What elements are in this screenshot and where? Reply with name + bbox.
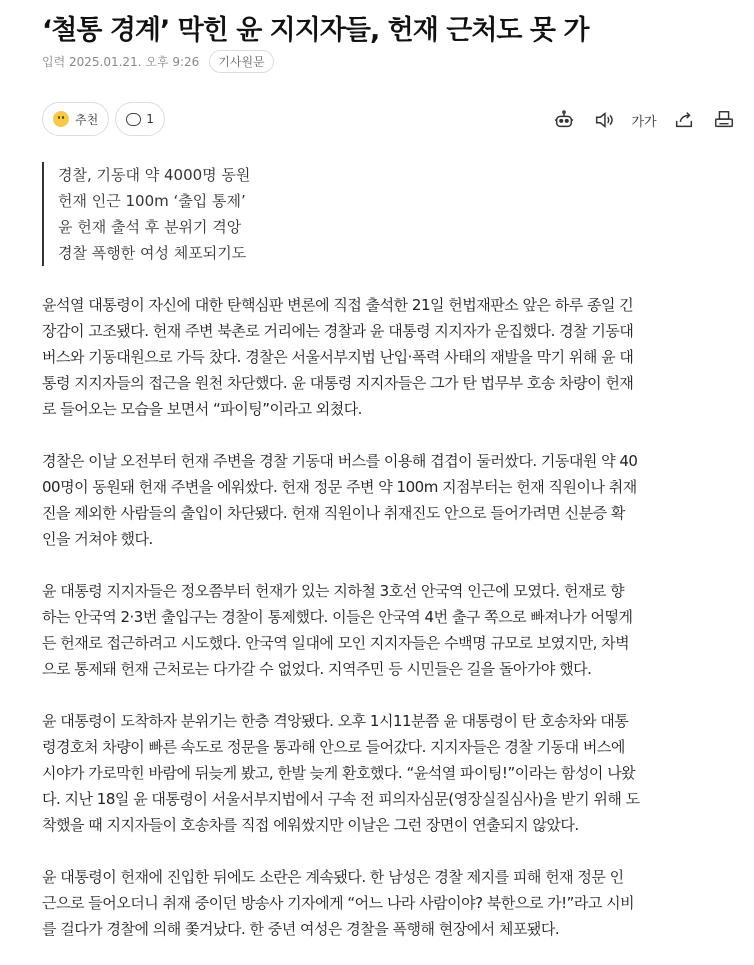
paragraph: [42, 448, 746, 552]
paragraph-line: 통령 지지자들의 접근을 원천 차단했다. 윤 대통령 지지자들은 그가 탄 법무부 호송 차량이 헌재: [42, 374, 634, 392]
paragraph-line: 든 헌재로 접근하려고 시도했다. 안국역 일대에 모인 지지자들은 수백명 규모로 보였지만, 차벽: [42, 634, 630, 652]
paragraph-line: 를 걸다가 경찰에 의해 쫓겨났다. 한 중년 여성은 경찰을 폭행해 현장에서 체포됐다.: [42, 920, 560, 938]
paragraph-line: 00명이 동원돼 헌재 주변을 에워쌌다. 헌재 정문 주변 약 100m 지점부터는 헌재 직원이나 취재: [42, 478, 637, 496]
paragraph-line: 경찰은 이날 오전부터 헌재 주변을 경찰 기동대 버스를 이용해 겹겹이 둘러쌌다. 기동대원 약 40: [42, 452, 638, 470]
article-toolbar: [544, 106, 744, 134]
font-size-label: 가가: [631, 114, 657, 130]
speaker-icon[interactable]: [584, 106, 624, 134]
article-summary: [42, 162, 250, 266]
paragraph-line: 버스와 기동대원으로 가득 찼다. 경찰은 서울서부지법 난입·폭력 사태의 재발을 막기 위해 윤 대: [42, 348, 634, 366]
print-icon[interactable]: [704, 106, 744, 134]
paragraph-line: 인을 거쳐야 했다.: [42, 530, 153, 548]
paragraph-line: 다. 지난 18일 윤 대통령이 서울서부지법에서 구속 전 피의자심문(영장실질심사)을 받기 위해 도: [42, 790, 640, 808]
smile-icon: [53, 111, 69, 127]
summary-line: 경찰 폭행한 여성 체포되기도: [58, 244, 247, 262]
paragraph-line: 장감이 고조됐다. 헌재 주변 북촌로 거리에는 경찰과 윤 대통령 지지자가 운집했다. 경찰 기동대: [42, 322, 634, 340]
paragraph: [42, 708, 746, 838]
paragraph-line: 진을 제외한 사람들의 출입이 차단됐다. 헌재 직원이나 취재진도 안으로 들어가려면 신분증 확: [42, 504, 625, 522]
article-title: ‘철통 경계’ 막힌 윤 지지자들, 헌재 근처도 못 가: [42, 15, 589, 46]
paragraph: [42, 292, 746, 422]
paragraph-line: 하는 안국역 2·3번 출입구는 경찰이 통제했다. 이들은 안국역 4번 출구 쪽으로 빠져나가 어떻게: [42, 608, 633, 626]
paragraph: [42, 578, 746, 682]
article-meta: [42, 50, 274, 73]
paragraph-line: 윤 대통령이 도착하자 분위기는 한층 격앙됐다. 오후 1시11분쯤 윤 대통령이 탄 호송차와 대통: [42, 712, 629, 730]
font-size-icon[interactable]: [624, 106, 664, 134]
paragraph-line: 령경호처 차량이 빠른 속도로 정문을 통과해 안으로 들어갔다. 지지자들은 경찰 기동대 버스에: [42, 738, 625, 756]
robot-summary-icon[interactable]: [544, 106, 584, 134]
summary-line: 헌재 인근 100m ‘출입 통제’: [58, 192, 246, 210]
paragraph-line: 근으로 들어오더니 취재 중이던 방송사 기자에게 “어느 나라 사람이야? 북한으로 가!”라고 시비: [42, 894, 635, 912]
article-body: [42, 292, 746, 965]
paragraph-line: 윤 대통령이 헌재에 진입한 뒤에도 소란은 계속됐다. 한 남성은 경찰 제지를 피해 헌재 정문 인: [42, 868, 624, 886]
reaction-bar: [42, 102, 171, 136]
paragraph-line: 시야가 가로막힌 바람에 뒤늦게 봤고, 한발 늦게 환호했다. “윤석열 파이팅!”이라는 함성이 나왔: [42, 764, 636, 782]
paragraph-line: 착했을 때 지지자들이 호송차를 직접 에워쌌지만 이날은 그런 장면이 연출되지 않았다.: [42, 816, 579, 834]
share-icon[interactable]: [664, 106, 704, 134]
comment-icon: [126, 113, 141, 126]
summary-line: 경찰, 기동대 약 4000명 동원: [58, 166, 251, 184]
comment-button[interactable]: [115, 102, 165, 136]
original-article-button[interactable]: 기사원문: [209, 50, 273, 73]
publish-date: 입력 2025.01.21. 오후 9:26: [42, 55, 200, 69]
paragraph-line: 윤석열 대통령이 자신에 대한 탄핵심판 변론에 직접 출석한 21일 헌법재판소 앞은 하루 종일 긴: [42, 296, 634, 314]
recommend-button[interactable]: [42, 102, 109, 136]
summary-line: 윤 헌재 출석 후 분위기 격앙: [58, 218, 242, 236]
paragraph-line: 으로 통제돼 헌재 근처로는 다가갈 수 없었다. 지역주민 등 시민들은 길을 돌아가야 했다.: [42, 660, 592, 678]
comment-count: 1: [146, 112, 154, 126]
recommend-label: 추천: [75, 112, 99, 127]
paragraph-line: 윤 대통령 지지자들은 정오쯤부터 헌재가 있는 지하철 3호선 안국역 인근에 모였다. 헌재로 향: [42, 582, 625, 600]
paragraph-line: 로 들어오는 모습을 보면서 “파이팅”이라고 외쳤다.: [42, 400, 362, 418]
paragraph: [42, 864, 746, 942]
